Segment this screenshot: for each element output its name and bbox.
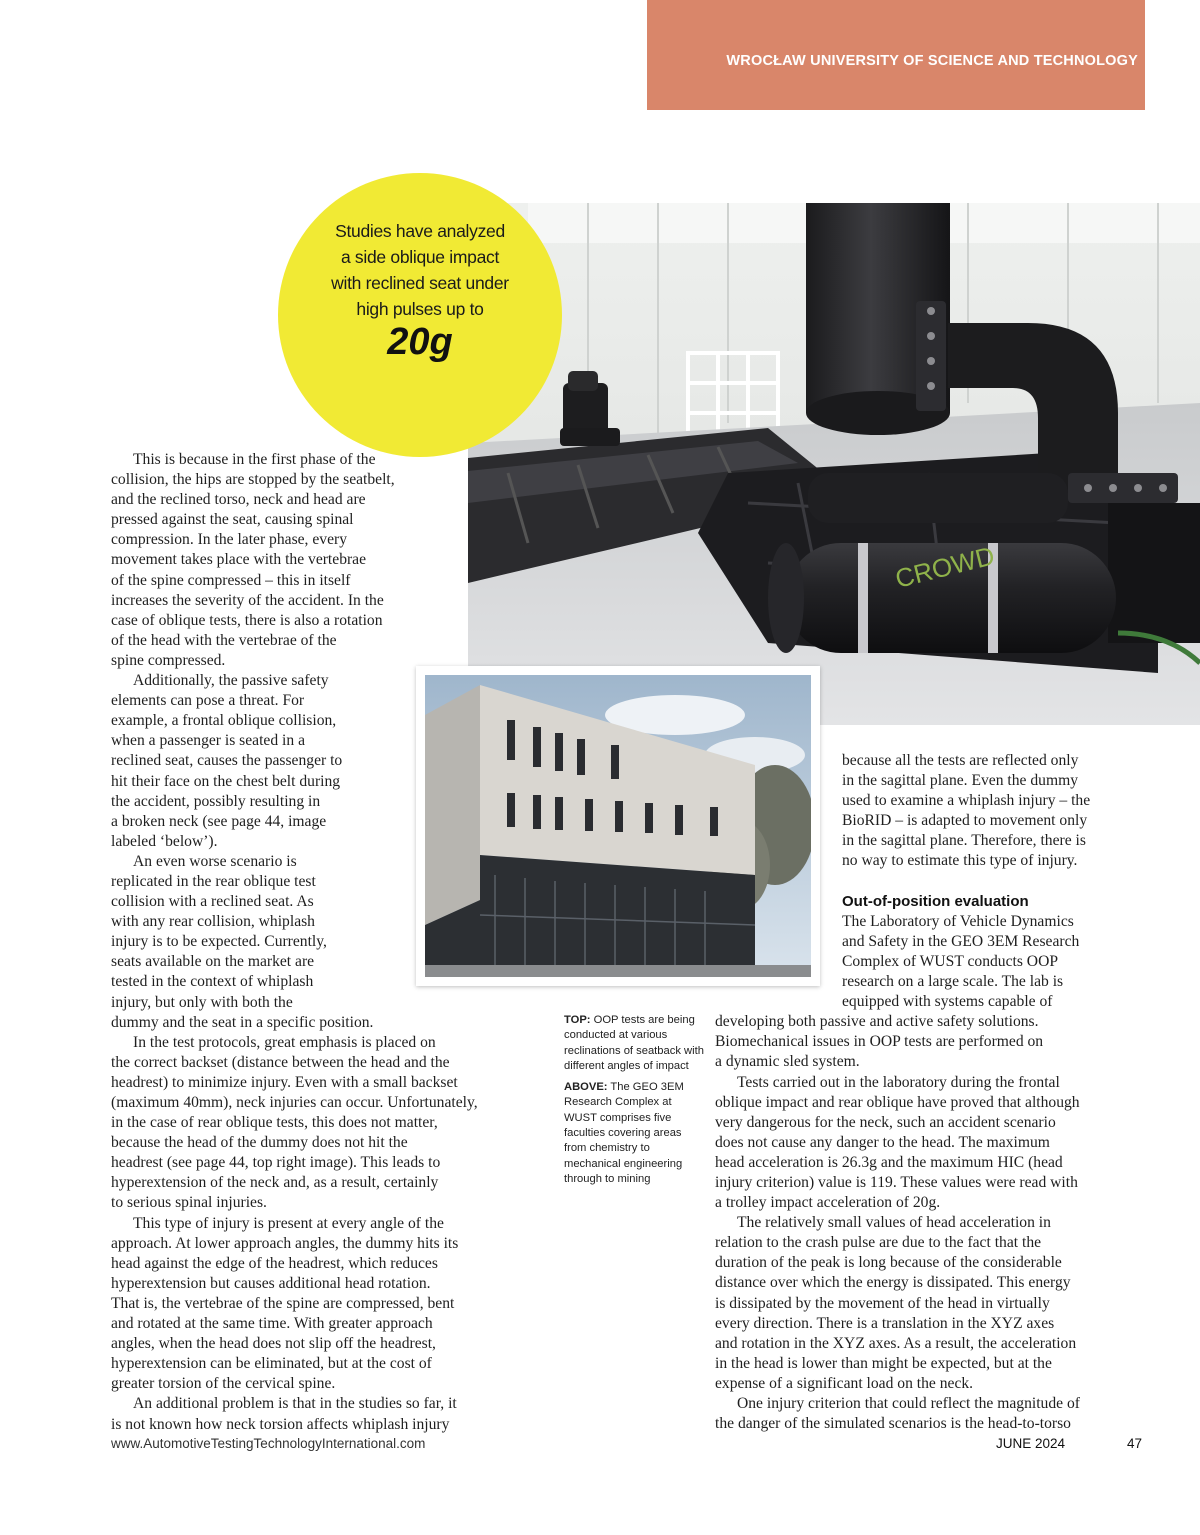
body-line: BioRID – is adapted to movement only (842, 812, 1088, 830)
caption-top-tag: TOP: (564, 1014, 591, 1026)
body-line: case of oblique tests, there is also a rotation (111, 611, 383, 629)
body-line: very dangerous for the neck, such an accident scenario (715, 1113, 1056, 1131)
callout-value: 20g (387, 321, 453, 363)
caption-top (564, 1013, 704, 1074)
body-line: in the case of rear oblique tests, this does not matter, (111, 1114, 438, 1132)
page-number: 47 (1127, 1436, 1143, 1451)
caption-above (564, 1080, 704, 1187)
body-line: spine compressed. (111, 651, 226, 669)
photo-captions (564, 1013, 704, 1193)
body-line: used to examine a whiplash injury – the (842, 792, 1091, 810)
body-line: Tests carried out in the laboratory during the frontal (737, 1073, 1060, 1091)
body-line: tested in the context of whiplash (111, 973, 314, 991)
body-line: duration of the peak is long because of the considerable (715, 1254, 1062, 1272)
body-line: injury is to be expected. Currently, (111, 933, 327, 951)
body-line: This type of injury is present at every angle of the (133, 1214, 444, 1232)
body-line: compression. In the later phase, every (111, 531, 347, 549)
body-line: no way to estimate this type of injury. (842, 852, 1078, 870)
body-line: (maximum 40mm), neck injuries can occur. Unfortunately, (111, 1094, 478, 1111)
body-text-left-column (111, 450, 478, 1435)
body-line: The relatively small values of head acceleration in (737, 1214, 1051, 1232)
body-line: of the head with the vertebrae of the (111, 631, 337, 649)
body-line: does not cause any danger to the head. The maximum (715, 1133, 1050, 1151)
body-line: a dynamic sled system. (715, 1053, 860, 1071)
body-line: pressed against the seat, causing spinal (111, 511, 354, 529)
caption-above-tag: ABOVE: (564, 1081, 608, 1094)
body-line: seats available on the market are (111, 953, 315, 971)
body-line: Additionally, the passive safety (133, 672, 329, 690)
callout-line: high pulses up to (356, 299, 484, 319)
body-line: One injury criterion that could reflect the magnitude of (737, 1395, 1080, 1412)
body-line: expense of a significant load on the neck. (715, 1374, 974, 1392)
body-line: greater torsion of the cervical spine. (111, 1375, 336, 1393)
footer-website-link[interactable]: www.AutomotiveTestingTechnologyInternational.com (111, 1436, 426, 1451)
body-text-right-column (715, 751, 1090, 1434)
body-line: headrest) to minimize injury. Even with a small backset (111, 1073, 458, 1091)
body-line: Biomechanical issues in OOP tests are performed on (715, 1033, 1044, 1051)
footer-issue-date: JUNE 2024 (996, 1436, 1066, 1451)
body-line: replicated in the rear oblique test (111, 872, 316, 890)
body-line: and the reclined torso, neck and head are (111, 491, 366, 509)
callout-line: a side oblique impact (340, 247, 500, 267)
section-header-bar (647, 0, 1145, 110)
body-line: relation to the crash pulse are due to the fact that the (715, 1234, 1042, 1252)
callout-bubble (278, 173, 562, 457)
body-line: headrest (see page 44, top right image). This leads to (111, 1154, 441, 1172)
body-line: This is because in the first phase of the (133, 451, 376, 468)
body-line: In the test protocols, great emphasis is placed on (133, 1033, 436, 1051)
section-subhead: Out-of-position evaluation (842, 892, 1029, 910)
body-line: distance over which the energy is dissipated. This energy (715, 1274, 1071, 1292)
body-line: is dissipated by the movement of the head in virtually (715, 1294, 1050, 1312)
body-line: oblique impact and rear oblique have proved that although (715, 1093, 1080, 1111)
body-line: hyperextension can be eliminated, but at the cost of (111, 1355, 432, 1373)
body-line: dummy and the seat in a specific position. (111, 1013, 374, 1031)
body-line: every direction. There is a translation in the XYZ axes (715, 1314, 1055, 1332)
body-line: injury criterion) value is 119. These values were read with (715, 1173, 1078, 1191)
body-line: and rotated at the same time. With greater approach (111, 1315, 433, 1333)
body-line: injury, but only with both the (111, 993, 293, 1011)
body-line: because the head of the dummy does not hit the (111, 1134, 408, 1152)
body-line: example, a frontal oblique collision, (111, 712, 337, 730)
caption-above-text: The GEO 3EM Research Complex at WUST comprises five faculties covering areas from chemistry to mechanical engineering through to mining (564, 1081, 684, 1185)
body-line: angles, when the head does not slip off the headrest, (111, 1335, 436, 1353)
caption-top-text: OOP tests are being conducted at various reclinations of seatback with different angles of impact (564, 1014, 704, 1072)
body-line: with any rear collision, whiplash (111, 913, 315, 931)
body-line: the accident, possibly resulting in (111, 792, 321, 810)
body-line: hit their face on the chest belt during (111, 772, 341, 790)
body-line: hyperextension of the neck and, as a result, certainly (111, 1174, 439, 1192)
body-line: equipped with systems capable of (842, 993, 1053, 1011)
body-line: when a passenger is seated in a (111, 732, 305, 750)
body-line: a broken neck (see page 44, image (111, 812, 327, 830)
lab-test-rig-photo (468, 203, 1200, 725)
body-line: and rotation in the XYZ axes. As a result, the acceleration (715, 1334, 1077, 1352)
callout-text (318, 218, 522, 322)
callout-line: with reclined seat under (331, 273, 509, 293)
body-line: An even worse scenario is (133, 852, 297, 870)
body-line: That is, the vertebrae of the spine are compressed, bent (111, 1294, 455, 1312)
body-line: reclined seat, causes the passenger to (111, 752, 343, 770)
body-line: Complex of WUST conducts OOP (842, 952, 1058, 970)
callout-line: Studies have analyzed (335, 221, 505, 241)
body-line: is not known how neck torsion affects whiplash injury (111, 1415, 450, 1433)
body-line: in the sagittal plane. Therefore, there is (842, 832, 1086, 850)
body-line: increases the severity of the accident. In the (111, 591, 384, 609)
body-line: elements can pose a threat. For (111, 692, 305, 710)
section-header-label: WROCŁAW UNIVERSITY OF SCIENCE AND TECHNOLOGY (726, 53, 1138, 69)
body-line: research on a large scale. The lab is (842, 973, 1064, 991)
body-line: the danger of the simulated scenarios is the head-to-torso (715, 1415, 1071, 1433)
body-line: collision with a reclined seat. As (111, 893, 314, 911)
body-line: head acceleration is 26.3g and the maximum HIC (head (715, 1153, 1063, 1171)
lab-brand-label: CROWD (892, 540, 998, 594)
body-line: a trolley impact acceleration of 20g. (715, 1194, 941, 1212)
body-line: developing both passive and active safety solutions. (715, 1013, 1039, 1031)
body-line: movement takes place with the vertebrae (111, 551, 367, 569)
body-line: the correct backset (distance between the head and the (111, 1053, 450, 1071)
body-line: and Safety in the GEO 3EM Research (842, 932, 1080, 950)
body-line: An additional problem is that in the studies so far, it (133, 1395, 457, 1413)
body-line: collision, the hips are stopped by the seatbelt, (111, 471, 395, 489)
body-line: of the spine compressed – this in itself (111, 571, 351, 589)
body-line: in the head is lower than might be expected, but at the (715, 1354, 1052, 1372)
body-line: head against the edge of the headrest, which reduces (111, 1254, 438, 1272)
body-line: to serious spinal injuries. (111, 1194, 267, 1212)
body-line: labeled ‘below’). (111, 832, 218, 850)
body-line: because all the tests are reflected only (842, 752, 1079, 769)
body-line: approach. At lower approach angles, the dummy hits its (111, 1234, 459, 1252)
body-line: The Laboratory of Vehicle Dynamics (842, 912, 1074, 930)
body-line: in the sagittal plane. Even the dummy (842, 772, 1079, 790)
body-line: hyperextension but causes additional head rotation. (111, 1274, 431, 1292)
